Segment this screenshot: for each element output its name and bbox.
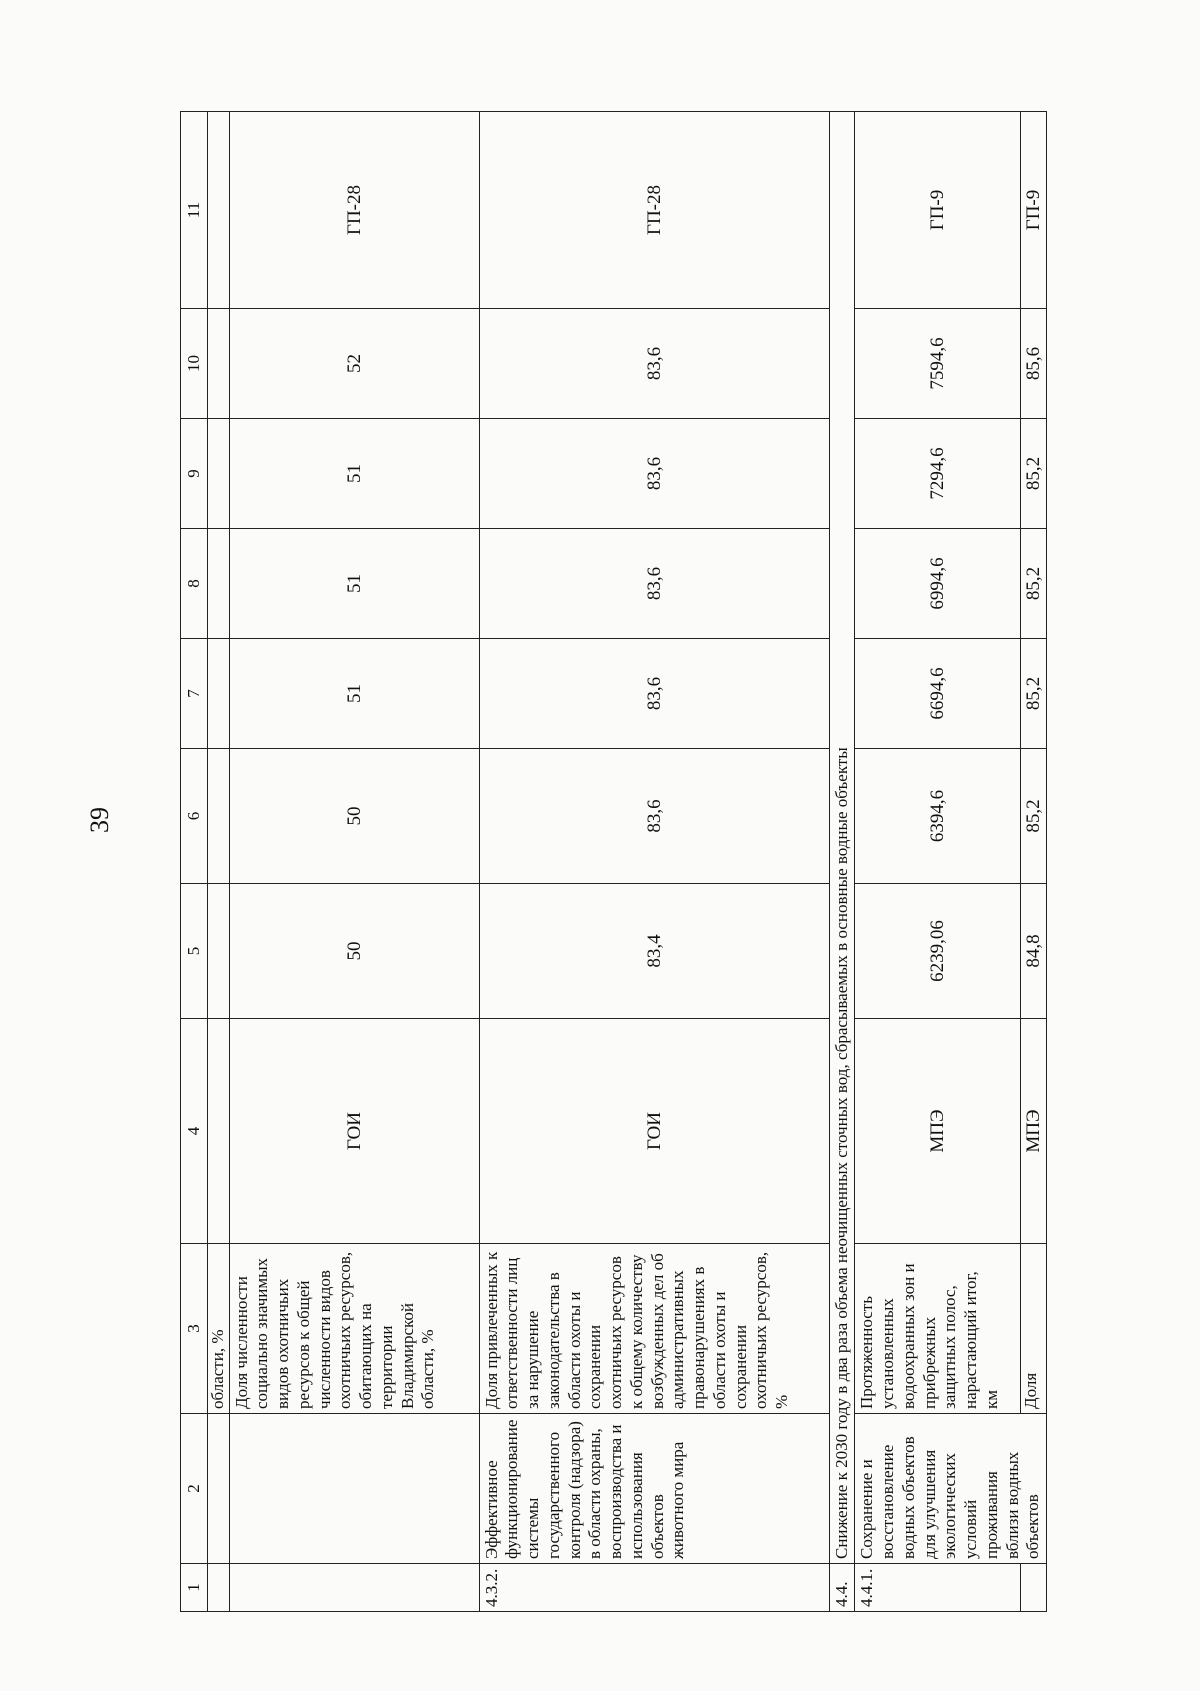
program-cell: ГП-9	[1020, 112, 1047, 309]
value-2024: 85,6	[1020, 309, 1047, 419]
indicator-cell: Доля привлеченных к ответственности лиц за нарушение законодательства в области охоты и сохранении охотничьих ресурсов к общему количеству возбужденных дел об административных правонарушениях в области охоты и сохранении охотничьих ресурсов, %	[479, 1244, 829, 1414]
task-cell: Сохранение и восстановление водных объектов для улучшения экологических условий проживания вблизи водных объектов	[855, 1414, 1047, 1564]
value-2023: 51	[229, 419, 479, 529]
section-row	[829, 112, 855, 1612]
value-2021: 51	[229, 639, 479, 749]
indicators-table	[180, 111, 1047, 1612]
page-number: 39	[85, 807, 114, 833]
source-cell: МПЭ	[855, 1019, 1020, 1244]
indicator-continuation: области, %	[208, 1244, 230, 1414]
value-2022: 6994,6	[855, 529, 1020, 639]
rotated-table	[180, 112, 1180, 1612]
value-2021: 85,2	[1020, 639, 1047, 749]
column-number-row	[181, 112, 208, 1612]
task-cell: Эффективное функционирование системы государственного контроля (надзора) в области охраны, воспроизводства и использования объектов животного мира	[479, 1414, 829, 1564]
section-title: Снижение к 2030 году в два раза объема неочищенных сточных вод, сбрасываемых в основные водные объекты	[829, 112, 855, 1564]
table-row	[1020, 112, 1047, 1612]
indicator-cell: Протяженность установленных водоохранных зон и прибрежных защитных полос, нарастающий итог, км	[855, 1244, 1020, 1414]
row-number	[229, 1564, 479, 1612]
col-header-2: 2	[181, 1414, 208, 1564]
row-number: 4.4.1.	[855, 1564, 1020, 1612]
value-2021: 83,6	[479, 639, 829, 749]
indicator-cell: Доля	[1020, 1244, 1047, 1414]
col-header-1: 1	[181, 1564, 208, 1612]
col-header-8: 8	[181, 529, 208, 639]
value-2019: 83,4	[479, 884, 829, 1019]
table-row	[229, 112, 479, 1612]
value-2019: 84,8	[1020, 884, 1047, 1019]
value-2019: 50	[229, 884, 479, 1019]
value-2021: 6694,6	[855, 639, 1020, 749]
col-header-9: 9	[181, 419, 208, 529]
col-header-6: 6	[181, 749, 208, 884]
indicator-cell: Доля численности социально значимых видов охотничьих ресурсов к общей численности видов охотничьих ресурсов, обитающих на территории Владимирской области, %	[229, 1244, 479, 1414]
value-2024: 83,6	[479, 309, 829, 419]
value-2020: 6394,6	[855, 749, 1020, 884]
value-2020: 85,2	[1020, 749, 1047, 884]
value-2019: 6239,06	[855, 884, 1020, 1019]
col-header-7: 7	[181, 639, 208, 749]
value-2023: 85,2	[1020, 419, 1047, 529]
value-2022: 83,6	[479, 529, 829, 639]
table-row	[855, 112, 1020, 1612]
source-cell: МПЭ	[1020, 1019, 1047, 1244]
program-cell: ГП-28	[479, 112, 829, 309]
task-cell	[229, 1414, 479, 1564]
col-header-11: 11	[181, 112, 208, 309]
row-number	[1020, 1564, 1047, 1612]
value-2022: 85,2	[1020, 529, 1047, 639]
value-2024: 52	[229, 309, 479, 419]
program-cell: ГП-9	[855, 112, 1020, 309]
row-number: 4.3.2.	[479, 1564, 829, 1612]
spacer-row	[208, 112, 230, 1612]
source-cell: ГОИ	[479, 1019, 829, 1244]
value-2024: 7594,6	[855, 309, 1020, 419]
value-2020: 50	[229, 749, 479, 884]
value-2020: 83,6	[479, 749, 829, 884]
section-number: 4.4.	[829, 1564, 855, 1612]
value-2023: 7294,6	[855, 419, 1020, 529]
program-cell: ГП-28	[229, 112, 479, 309]
col-header-4: 4	[181, 1019, 208, 1244]
value-2023: 83,6	[479, 419, 829, 529]
col-header-10: 10	[181, 309, 208, 419]
table-container	[180, 112, 1180, 1612]
value-2022: 51	[229, 529, 479, 639]
col-header-3: 3	[181, 1244, 208, 1414]
col-header-5: 5	[181, 884, 208, 1019]
table-row	[479, 112, 829, 1612]
source-cell: ГОИ	[229, 1019, 479, 1244]
